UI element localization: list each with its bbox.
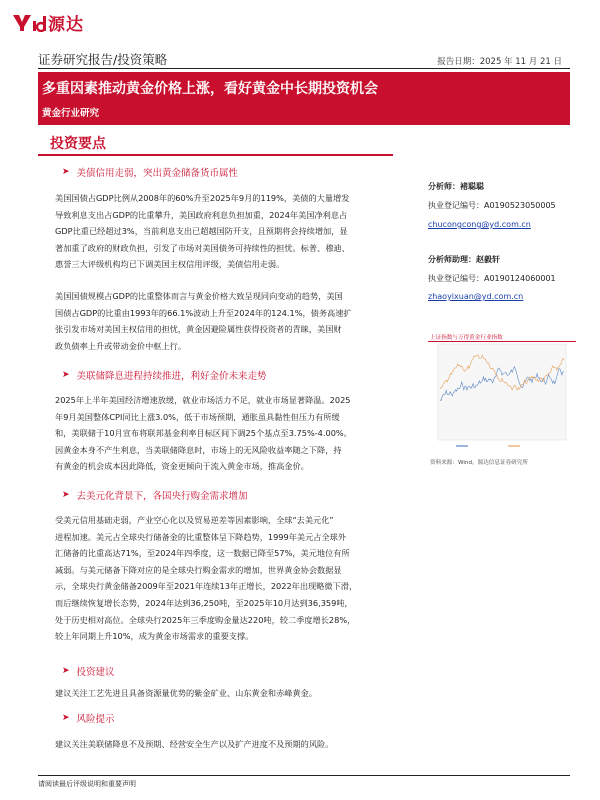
text-line: 著加重了政府的财政负担，引发了市场对美国债务可持续性的担忧。标普、穆迪、 <box>55 242 350 253</box>
text-line: 减弱。与美元储备下降对应的是全球央行购金需求的增加，世界黄金协会数据显 <box>55 564 342 575</box>
chart-title: 上证指数与万得黄金行业指数 <box>430 335 503 341</box>
text-line: 受美元信用基础走弱，产业空心化以及贸易逆差等因素影响，全球“去美元化” <box>55 515 334 525</box>
bullet-heading <box>62 165 238 179</box>
paragraph <box>55 736 410 753</box>
text-line: 导致利息支出占GDP的比重攀升，美国政府利息负担加重，2024年美国净利息占 <box>55 209 348 220</box>
section-heading: 投资要点 <box>50 136 106 152</box>
text-line: 而后继续恢复增长态势，2024年达到36,250吨，至2025年10月达到36,359吨， <box>55 597 353 608</box>
paragraph <box>55 392 410 475</box>
header-divider <box>38 68 570 69</box>
text-line: 示，全球央行黄金储备2009年至2021年连续13年正增长，2022年出现略微下滑， <box>55 581 358 592</box>
chart-source: 资料来源：Wind，源达信息证券研究所 <box>430 460 528 466</box>
bullet-text: 美联储降息进程持续推进，利好金价未来走势 <box>76 371 267 382</box>
brand-name: 源达 <box>48 14 84 35</box>
section-divider <box>38 154 393 156</box>
text-line: 和，美联储于10月宣布将联邦基金利率目标区间下调25个基点至3.75%-4.00%。 <box>55 428 352 439</box>
index-comparison-chart <box>428 330 576 456</box>
text-line: 处于历史相对高位。全球央行2025年三季度购金量达220吨，较二季度增长28%， <box>55 614 356 625</box>
text-line: 建议关注美联储降息不及预期、经营安全生产以及扩产进度不及预期的风险。 <box>55 739 334 749</box>
footer-divider <box>38 775 570 776</box>
text-line: 张引发市场对美国主权信用的担忧，黄金因避险属性获得投资者的青睐，美国财 <box>55 324 342 335</box>
text-line: 美国国债占GDP比例从2008年的60%升至2025年9月的119%，美债的大量增发 <box>55 193 350 203</box>
analyst-role: 分析师：褚聪聪 <box>428 182 484 191</box>
text-line: 政负债率上升或带动金价中枢上行。 <box>55 340 187 351</box>
bullet-text: 风险提示 <box>76 714 115 725</box>
plot-area <box>438 344 566 440</box>
bullet-text: 美债信用走弱，突出黄金储备货币属性 <box>76 168 239 179</box>
text-line: 年9月美国整体CPI同比上涨3.0%，低于市场预期，通胀虽具黏性但压力有所缓 <box>55 411 340 422</box>
text-line: 有黄金的机会成本因此降低，资金更倾向于流入黄金市场，推高金价。 <box>55 461 309 472</box>
arrow-right-icon: ➤ <box>62 490 70 500</box>
report-title: 多重因素推动黄金价格上涨，看好黄金中长期投资机会 <box>42 81 378 97</box>
arrow-right-icon: ➤ <box>62 666 70 676</box>
footer-disclaimer: 请阅读最后评级说明和重要声明 <box>38 780 136 788</box>
analyst-license: 执业登记编号：A0190523050005 <box>428 201 556 210</box>
text-line: 较上年同期上升10%，成为黄金市场需求的重要支撑。 <box>55 631 254 642</box>
paragraph <box>55 685 410 702</box>
analyst-email-link[interactable]: chucongcong@yd.com.cn <box>428 220 531 229</box>
paragraph <box>55 512 410 645</box>
bullet-text: 去美元化背景下，各国央行购金需求增加 <box>76 491 248 502</box>
bullet-heading <box>62 711 115 725</box>
analyst-role: 分析师助理：赵毅轩 <box>428 255 500 264</box>
text-line: 汇储备的比重高达71%，至2024年四季度，这一数据已降至57%，美元地位有所 <box>55 548 350 559</box>
analyst-email-link[interactable]: zhaoyixuan@yd.com.cn <box>428 292 524 301</box>
analyst-license: 执业登记编号：A0190124060001 <box>428 274 556 283</box>
title-banner <box>38 72 570 125</box>
text-line: 美国国债规模占GDP的比重整体而言与黄金价格大致呈现同向变动的趋势，美国 <box>55 291 343 301</box>
report-category: 证券研究报告/投资策略 <box>38 52 168 67</box>
paragraph <box>55 288 410 354</box>
text-line: 国债占GDP的比重由1993年的66.1%波动上升至2024年的124.1%，债务高速扩 <box>55 307 352 318</box>
text-line: 因黄金本身不产生利息，当美联储降息时，市场上的无风险收益率随之下降，持 <box>55 444 342 455</box>
report-subtitle: 黄金行业研究 <box>42 108 100 119</box>
arrow-right-icon: ➤ <box>62 713 70 723</box>
text-line: 2025年上半年美国经济增速放缓，就业市场活力不足，就业市场显著降温。2025 <box>55 395 351 405</box>
text-line: 进程加速。美元占全球央行储备金的比重整体呈下降趋势，1999年美元占全球外 <box>55 531 347 542</box>
bullet-heading <box>62 664 115 678</box>
bullet-text: 投资建议 <box>76 667 115 678</box>
arrow-right-icon: ➤ <box>62 370 70 380</box>
text-line: GDP比重已经超过3%，当前利息支出已超越国防开支，且预期将会持续增加，显 <box>55 226 348 237</box>
bullet-heading <box>62 368 267 382</box>
company-logo <box>12 10 84 34</box>
arrow-right-icon: ➤ <box>62 167 70 177</box>
report-date: 报告日期：2025 年 11 月 21 日 <box>437 57 562 67</box>
text-line: 惠誉三大评级机构均已下调美国主权信用评级，美债信用走弱。 <box>55 259 285 270</box>
paragraph <box>55 190 410 273</box>
text-line: 建议关注工艺先进且具备资源量优势的紫金矿业、山东黄金和赤峰黄金。 <box>55 688 318 698</box>
yd-logo-mark-icon <box>12 12 46 32</box>
bullet-heading <box>62 488 248 502</box>
